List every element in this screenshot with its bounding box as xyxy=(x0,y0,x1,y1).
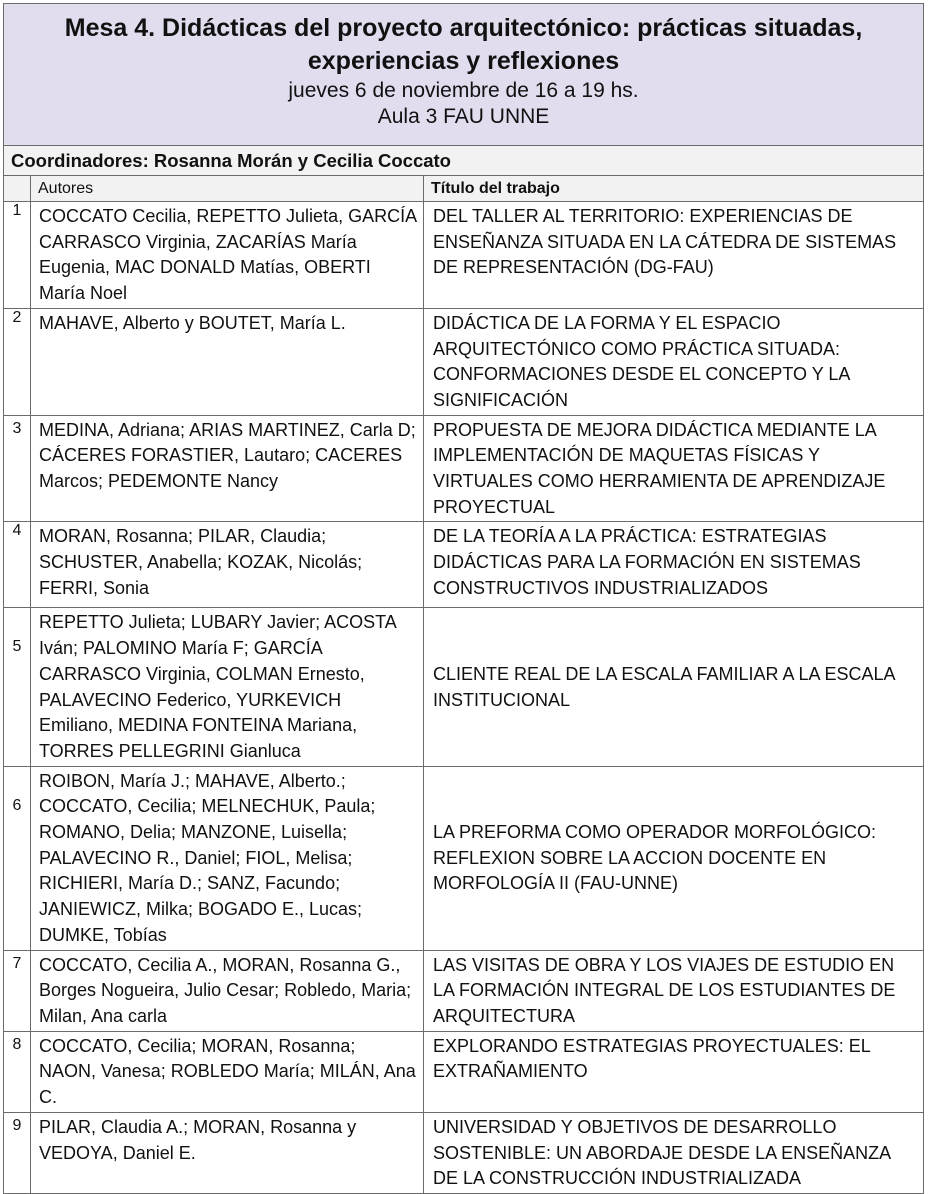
row-authors: COCCATO, Cecilia A., MORAN, Rosanna G., Borges Nogueira, Julio Cesar; Robledo, Maria; Milan, Ana carla xyxy=(31,950,424,1031)
row-number: 9 xyxy=(4,1112,31,1193)
table-row xyxy=(4,1031,924,1112)
row-title: LA PREFORMA COMO OPERADOR MORFOLÓGICO: REFLEXION SOBRE LA ACCION DOCENTE EN MORFOLOGÍA II (FAU-UNNE) xyxy=(424,766,924,950)
row-authors: ROIBON, María J.; MAHAVE, Alberto.; COCCATO, Cecilia; MELNECHUK, Paula; ROMANO, Delia; MANZONE, Luisella; PALAVECINO R., Daniel; FIOL, Melisa; RICHIERI, María D.; SANZ, Facundo; JANIEWICZ, Milka; BOGADO E., Lucas; DUMKE, Tobías xyxy=(31,766,424,950)
row-title: CLIENTE REAL DE LA ESCALA FAMILIAR A LA ESCALA INSTITUCIONAL xyxy=(424,608,924,766)
row-number: 5 xyxy=(4,608,31,766)
row-authors: MORAN, Rosanna; PILAR, Claudia; SCHUSTER, Anabella; KOZAK, Nicolás; FERRI, Sonia xyxy=(31,522,424,608)
session-title-line1: Mesa 4. Didácticas del proyecto arquitectónico: prácticas situadas, xyxy=(64,14,863,42)
row-number: 1 xyxy=(4,202,31,309)
row-title: DIDÁCTICA DE LA FORMA Y EL ESPACIO ARQUITECTÓNICO COMO PRÁCTICA SITUADA: CONFORMACIONES DESDE EL CONCEPTO Y LA SIGNIFICACIÓN xyxy=(424,308,924,415)
session-title-line2: experiencias y reflexiones xyxy=(307,47,620,75)
row-number: 8 xyxy=(4,1031,31,1112)
row-title: LAS VISITAS DE OBRA Y LOS VIAJES DE ESTUDIO EN LA FORMACIÓN INTEGRAL DE LOS ESTUDIANTES DE ARQUITECTURA xyxy=(424,950,924,1031)
column-header-row xyxy=(4,176,924,202)
row-authors: MAHAVE, Alberto y BOUTET, María L. xyxy=(31,308,424,415)
table-row xyxy=(4,1112,924,1193)
row-authors: COCCATO, Cecilia; MORAN, Rosanna; NAON, Vanesa; ROBLEDO María; MILÁN, Ana C. xyxy=(31,1031,424,1112)
row-authors: REPETTO Julieta; LUBARY Javier; ACOSTA Iván; PALOMINO María F; GARCÍA CARRASCO Virginia, COLMAN Ernesto, PALAVECINO Federico, YURKEVICH Emiliano, MEDINA FONTEINA Mariana, TORRES PELLEGRINI Gianluca xyxy=(31,608,424,766)
table-row xyxy=(4,308,924,415)
table-row xyxy=(4,202,924,309)
coordinators: Coordinadores: Rosanna Morán y Cecilia Coccato xyxy=(4,146,924,176)
row-authors: MEDINA, Adriana; ARIAS MARTINEZ, Carla D; CÁCERES FORASTIER, Lautaro; CACERES Marcos; PEDEMONTE Nancy xyxy=(31,415,424,522)
row-number: 6 xyxy=(4,766,31,950)
coordinators-row xyxy=(4,146,924,176)
table-row xyxy=(4,950,924,1031)
session-room: Aula 3 FAU UNNE xyxy=(377,105,550,128)
column-header-num xyxy=(4,176,31,202)
session-header xyxy=(4,4,924,146)
row-title: EXPLORANDO ESTRATEGIAS PROYECTUALES: EL EXTRAÑAMIENTO xyxy=(424,1031,924,1112)
row-title: PROPUESTA DE MEJORA DIDÁCTICA MEDIANTE LA IMPLEMENTACIÓN DE MAQUETAS FÍSICAS Y VIRTUALES COMO HERRAMIENTA DE APRENDIZAJE PROYECTUAL xyxy=(424,415,924,522)
row-title: UNIVERSIDAD Y OBJETIVOS DE DESARROLLO SOSTENIBLE: UN ABORDAJE DESDE LA ENSEÑANZA DE LA CONSTRUCCIÓN INDUSTRIALIZADA xyxy=(424,1112,924,1193)
header-row xyxy=(4,4,924,146)
row-title: DE LA TEORÍA A LA PRÁCTICA: ESTRATEGIAS DIDÁCTICAS PARA LA FORMACIÓN EN SISTEMAS CONSTRUCTIVOS INDUSTRIALIZADOS xyxy=(424,522,924,608)
row-number: 4 xyxy=(4,522,31,608)
table-row xyxy=(4,608,924,766)
row-number: 2 xyxy=(4,308,31,415)
row-title: DEL TALLER AL TERRITORIO: EXPERIENCIAS DE ENSEÑANZA SITUADA EN LA CÁTEDRA DE SISTEMAS DE REPRESENTACIÓN (DG-FAU) xyxy=(424,202,924,309)
session-date: jueves 6 de noviembre de 16 a 19 hs. xyxy=(288,79,639,102)
table-row xyxy=(4,766,924,950)
row-number: 3 xyxy=(4,415,31,522)
row-authors: PILAR, Claudia A.; MORAN, Rosanna y VEDOYA, Daniel E. xyxy=(31,1112,424,1193)
row-authors: COCCATO Cecilia, REPETTO Julieta, GARCÍA CARRASCO Virginia, ZACARÍAS María Eugenia, MAC DONALD Matías, OBERTI María Noel xyxy=(31,202,424,309)
column-header-authors: Autores xyxy=(31,176,424,202)
table-row xyxy=(4,522,924,608)
table-row xyxy=(4,415,924,522)
program-table xyxy=(3,3,924,1194)
row-number: 7 xyxy=(4,950,31,1031)
column-header-title: Título del trabajo xyxy=(424,176,924,202)
